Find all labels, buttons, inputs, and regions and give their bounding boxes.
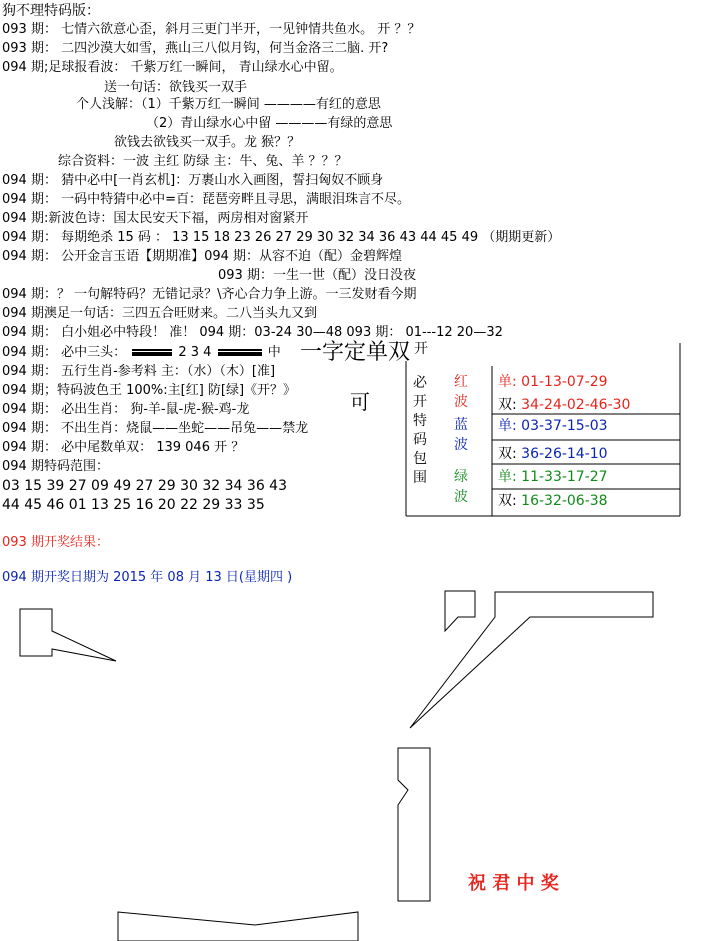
overlay-single-double: 一字定单双 — [300, 340, 411, 365]
overlay-ke: 可 — [350, 390, 370, 414]
line-094-kill: 094 期： 每期绝杀 15 码 ： 13 15 18 23 26 27 29 30 32 34 36 43 44 45 49 （期期更新） — [2, 230, 561, 245]
line-093-poem1: 093 期： 七情六欲意心歪，斜月三更门半开，一见钟情共鱼水。 开 ？？ — [2, 22, 421, 37]
page-header: 狗不理特码版： — [2, 3, 100, 19]
line-094-golden: 094 期： 公开金言玉语【期期准】094 期：从容不迫（配）金碧辉煌 — [2, 249, 403, 264]
wave-green-2: 波 — [454, 489, 468, 505]
bless-text: 祝 君 中 奖 — [468, 873, 559, 894]
line-094-guess: 094 期： 猜中必中[一肖玄机]：万裹山水入画图，誓扫匈奴不顾身 — [2, 173, 384, 188]
line-094-must-zodiac: 094 期： 必出生肖： 狗-羊-鼠-虎-猴-鸡-龙 — [2, 402, 250, 417]
draw-date: 094 期开奖日期为 2015 年 08 月 13 日(星期四 ) — [2, 570, 293, 585]
wave-blue-2: 波 — [454, 437, 468, 453]
line-094-tail: 094 期： 必中尾数单双： 139 046 开 ？ — [2, 440, 245, 455]
three-heads-suffix: 中 — [267, 345, 281, 360]
summary-line: 综合资料：一波 主红 防绿 主：牛、兔、羊 ？？？ — [58, 154, 348, 169]
result-heading: 093 期开奖结果： — [2, 535, 109, 550]
line-094-australia: 094 期澳足一句话：三四五合旺财来。二八当头九又到 — [2, 306, 317, 321]
line-094-wave-king: 094 期；特码波色王 100%:主[红] 防[绿]《开？》 — [2, 383, 297, 398]
panel-side-label: 必 开 特 码 包 围 — [413, 375, 427, 486]
line-094-five-elements: 094 期： 五行生肖-参考料 主：（水）（木）[准] — [2, 364, 276, 379]
panel-row-green-double: 双: 16-32-06-38 — [498, 493, 608, 509]
line-094-one-code: 094 期： 一码中特猜中必中=百：琵琶旁畔且寻思，满眼泪珠言不尽。 — [2, 192, 410, 207]
range-numbers-2: 44 45 46 01 13 25 16 20 22 29 33 35 — [2, 497, 265, 513]
wave-red-1: 红 — [454, 374, 468, 390]
three-heads-label: 094 期： 必中三头： — [2, 345, 127, 360]
line-093-match: 093 期：一生一世（配）没日没夜 — [218, 268, 416, 283]
range-label: 094 期特码范围： — [2, 459, 109, 474]
want-line: 欲钱去欲钱买一双手。龙 猴？？ — [114, 135, 301, 150]
three-heads-numbers: 2 3 4 — [178, 345, 212, 360]
line-094-no-zodiac: 094 期： 不出生肖：烧鼠——坐蛇——吊兔——禁龙 — [2, 421, 309, 436]
line-094-wave-poem: 094 期:新波色诗：国太民安天下福，两房相对窗紧开 — [2, 211, 309, 226]
wave-blue-1: 蓝 — [454, 417, 468, 433]
send-line: 送一句话：欲钱买一双手 — [104, 80, 248, 95]
line-094-segment: 094 期： 白小姐必中特段！ 准！ 094 期：03-24 30—48 093 期： 01---12 20—32 — [2, 325, 503, 340]
panel-row-green-single: 单: 11-33-17-27 — [498, 469, 608, 485]
personal-interpretation: 个人浅解：（1）千紫万红一瞬间 ————有红的意思 — [76, 97, 381, 112]
range-numbers-1: 03 15 39 27 09 49 27 29 30 32 34 36 43 — [2, 478, 287, 494]
panel-row-red-single: 单: 01-13-07-29 — [498, 374, 608, 390]
personal-interpretation-2: （2）青山绿水心中留 ————有绿的意思 — [146, 116, 393, 131]
panel-row-blue-double: 双: 36-26-14-10 — [498, 446, 608, 462]
line-093-poem2: 093 期： 二四沙漠大如雪，燕山三八似月钩，何当金洛三二脑. 开? — [2, 41, 389, 56]
panel-row-blue-single: 单: 03-37-15-03 — [498, 418, 608, 434]
wave-green-1: 绿 — [454, 469, 468, 485]
overlay-open: 开 — [414, 341, 428, 357]
panel-row-red-double: 双: 34-24-02-46-30 — [498, 397, 631, 413]
wave-red-2: 波 — [454, 394, 468, 410]
line-094-football: 094 期;足球报看波： 千紫万红一瞬间， 青山绿水心中留。 — [2, 60, 343, 75]
line-094-riddle: 094 期：？ 一句解特码？无错记录？\齐心合力争上游。一三发财看今期 — [2, 287, 417, 302]
